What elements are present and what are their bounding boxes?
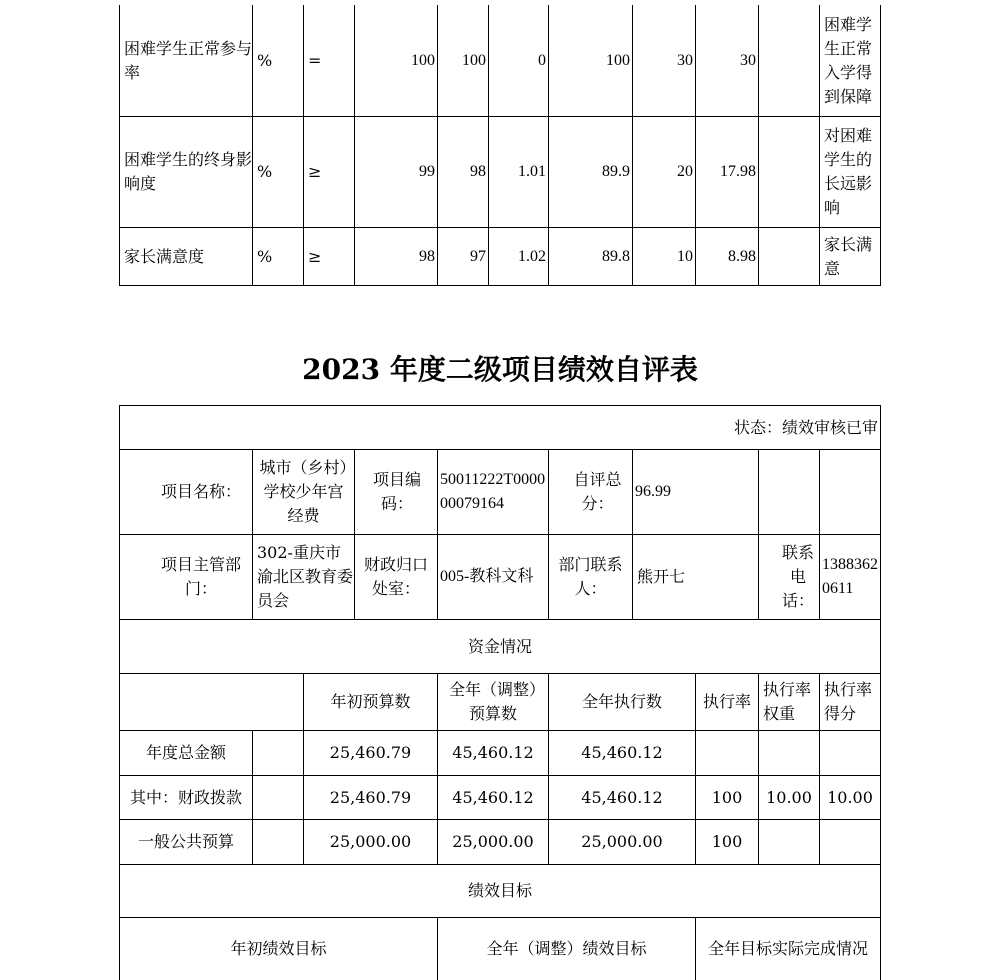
indicator-operator: ≥ <box>308 246 322 266</box>
targets-header-initial: 年初绩效目标 <box>230 939 327 958</box>
targets-header-actual: 全年目标实际完成情况 <box>707 939 868 958</box>
funds-score <box>820 731 880 775</box>
project-code-label: 项目编码： <box>372 470 421 513</box>
funds-executed: 45,460.12 <box>581 743 663 762</box>
dept-label: 项目主管部门： <box>160 555 241 598</box>
indicator-actual: 98 <box>470 163 486 180</box>
indicator-score: 30 <box>740 52 756 69</box>
funds-header-rate: 执行率 <box>702 692 751 711</box>
contact-value: 熊开七 <box>637 567 686 586</box>
indicator-operator: = <box>308 51 322 70</box>
funds-row-label: 其中：财政拨款 <box>129 787 242 807</box>
funds-header-initial: 年初预算数 <box>330 692 411 711</box>
funds-initial: 25,460.79 <box>329 787 412 807</box>
funds-score <box>820 820 880 864</box>
project-name-value: 城市（乡村）学校少年宫经费 <box>259 458 348 525</box>
funds-executed: 45,460.12 <box>581 787 663 807</box>
self-score-label: 自评总分： <box>573 470 622 513</box>
targets-section-title: 绩效目标 <box>467 881 532 900</box>
self-score-value: 96.99 <box>635 483 671 500</box>
phone-label: 联系电话： <box>781 543 814 610</box>
funds-weight <box>759 731 819 775</box>
funds-rate: 100 <box>711 832 743 851</box>
page-title: 2023 年度二级项目绩效自评表 <box>302 353 698 386</box>
funds-row-label: 年度总金额 <box>145 743 226 762</box>
indicator-deviation: 1.02 <box>518 247 546 265</box>
indicator-name: 困难学生的终身影响度 <box>124 150 252 193</box>
indicator-operator: ≥ <box>308 162 322 181</box>
funds-adjusted: 25,000.00 <box>452 832 534 851</box>
indicator-analysis: 困难学生正常入学得到保障 <box>824 15 873 106</box>
funds-rate: 100 <box>711 787 743 807</box>
indicator-score: 8.98 <box>728 247 756 265</box>
indicator-unit: % <box>257 162 273 181</box>
funds-header-score: 执行率得分 <box>824 680 873 723</box>
indicator-target: 99 <box>419 163 435 180</box>
indicator-analysis: 对困难学生的长远影响 <box>824 126 873 217</box>
funds-header-weight: 执行率权重 <box>763 680 812 723</box>
funds-initial: 25,460.79 <box>329 743 412 762</box>
indicator-name: 困难学生正常参与率 <box>124 39 252 82</box>
indicator-actual: 97 <box>470 247 486 265</box>
funds-adjusted: 45,460.12 <box>452 787 534 807</box>
indicator-unit: % <box>257 246 273 266</box>
indicator-score: 17.98 <box>720 163 756 180</box>
indicator-weight: 30 <box>677 52 693 69</box>
dept-value: 302-重庆市渝北区教育委员会 <box>257 543 354 610</box>
status-text: 状态：绩效审核已审 <box>733 417 878 437</box>
indicator-score-rate: 100 <box>606 52 630 69</box>
funds-weight: 10.00 <box>766 787 812 807</box>
indicator-unit: % <box>257 51 273 70</box>
funds-executed: 25,000.00 <box>581 832 663 851</box>
funds-adjusted: 45,460.12 <box>452 743 534 762</box>
funds-header-adjusted: 全年（调整）预算数 <box>448 680 537 723</box>
indicator-actual: 100 <box>462 52 486 69</box>
project-code-value: 50011222T000000079164 <box>440 471 546 512</box>
finance-office-label: 财政归口处室： <box>363 555 428 598</box>
funds-weight <box>759 820 819 864</box>
funds-section-title: 资金情况 <box>467 636 532 656</box>
indicator-deviation: 0 <box>538 52 546 69</box>
contact-label: 部门联系人： <box>558 555 623 598</box>
indicator-deviation: 1.01 <box>518 163 546 180</box>
indicator-name: 家长满意度 <box>124 246 205 266</box>
indicator-weight: 10 <box>677 247 693 265</box>
funds-score: 10.00 <box>827 787 873 807</box>
indicator-target: 98 <box>419 247 435 265</box>
funds-row-label: 一般公共预算 <box>137 832 234 851</box>
indicator-weight: 20 <box>677 163 693 180</box>
project-name-label: 项目名称： <box>160 482 241 501</box>
indicator-score-rate: 89.8 <box>602 247 630 265</box>
indicator-remark <box>759 6 819 116</box>
funds-initial: 25,000.00 <box>329 832 412 851</box>
indicator-target: 100 <box>411 52 435 69</box>
targets-header-adjusted: 全年（调整）绩效目标 <box>486 939 647 958</box>
phone-value: 13883620611 <box>822 556 878 597</box>
finance-office-value: 005-教科文科 <box>440 568 534 585</box>
indicator-score-rate: 89.9 <box>602 163 630 180</box>
indicator-remark <box>759 117 819 227</box>
indicator-remark <box>759 228 819 285</box>
funds-header-executed: 全年执行数 <box>581 692 662 711</box>
funds-rate <box>696 731 758 775</box>
indicator-analysis: 家长满意 <box>824 234 873 278</box>
